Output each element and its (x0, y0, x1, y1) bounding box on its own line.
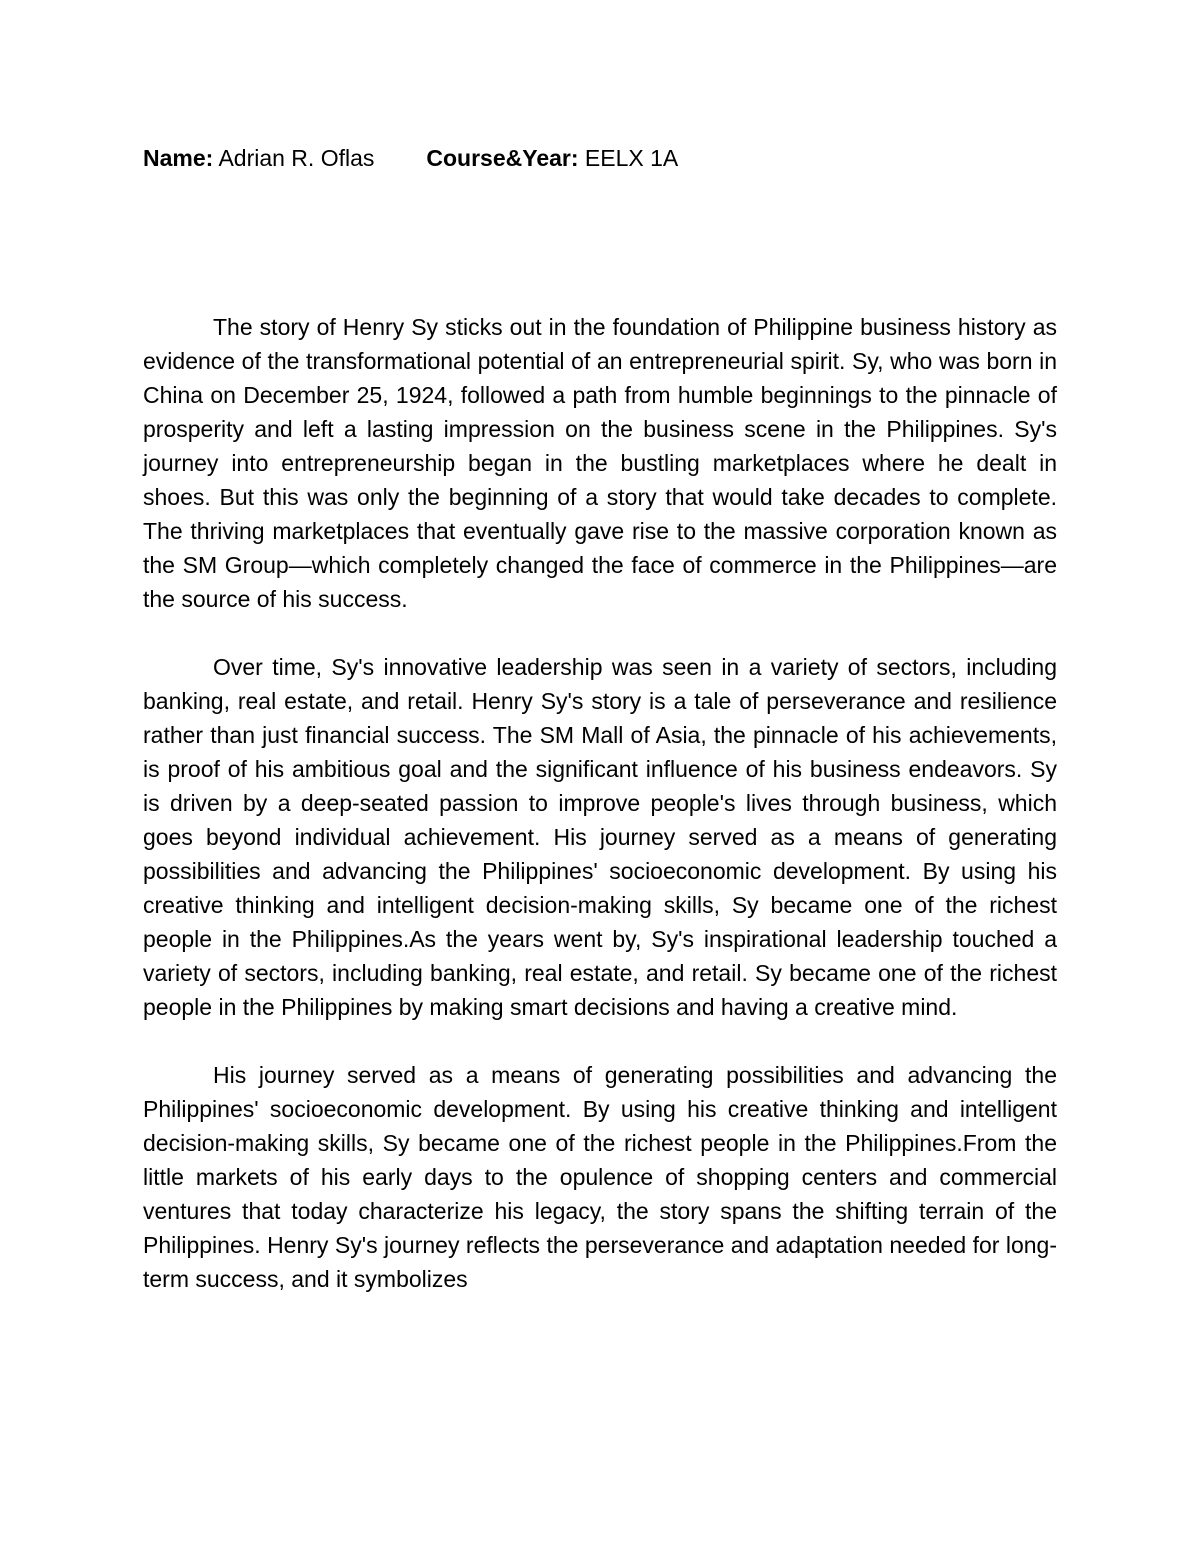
course-year-label: Course&Year: (426, 145, 579, 171)
course-year-field (426, 145, 678, 171)
paragraph-2: Over time, Sy's innovative leadership was seen in a variety of sectors, including banking, real estate, and retail. Henry Sy's story is a tale of perseverance and resilience rather than just financial success. The SM Mall of Asia, the pinnacle of his achievements, is proof of his ambitious goal and the significant influence of his business endeavors. Sy is driven by a deep-seated passion to improve people's lives through business, which goes beyond individual achievement. His journey served as a means of generating possibilities and advancing the Philippines' socioeconomic development. By using his creative thinking and intelligent decision-making skills, Sy became one of the richest people in the Philippines.As the years went by, Sy's inspirational leadership touched a variety of sectors, including banking, real estate, and retail. Sy became one of the richest people in the Philippines by making smart decisions and having a creative mind. (143, 654, 1057, 1020)
course-year-value: EELX 1A (584, 145, 679, 171)
paragraph-1: The story of Henry Sy sticks out in the foundation of Philippine business history as evidence of the transformational potential of an entrepreneurial spirit. Sy, who was born in China on December 25, 1924, followed a path from humble beginnings to the pinnacle of prosperity and left a lasting impression on the business scene in the Philippines. Sy's journey into entrepreneurship began in the bustling marketplaces where he dealt in shoes. But this was only the beginning of a story that would take decades to complete. The thriving marketplaces that eventually gave rise to the massive corporation known as the SM Group—which completely changed the face of commerce in the Philippines—are the source of his success. (143, 314, 1057, 612)
document-header (143, 141, 678, 175)
paragraph-3: His journey served as a means of generating possibilities and advancing the Philippines' socioeconomic development. By using his creative thinking and intelligent decision-making skills, Sy became one of the richest people in the Philippines.From the little markets of his early days to the opulence of shopping centers and commercial ventures that today characterize his legacy, the story spans the shifting terrain of the Philippines. Henry Sy's journey reflects the perseverance and adaptation needed for long-term success, and it symbolizes (143, 1062, 1057, 1292)
name-field (143, 145, 374, 171)
name-value: Adrian R. Oflas (218, 145, 375, 171)
essay-body (143, 310, 1057, 1296)
name-label: Name: (143, 145, 214, 171)
